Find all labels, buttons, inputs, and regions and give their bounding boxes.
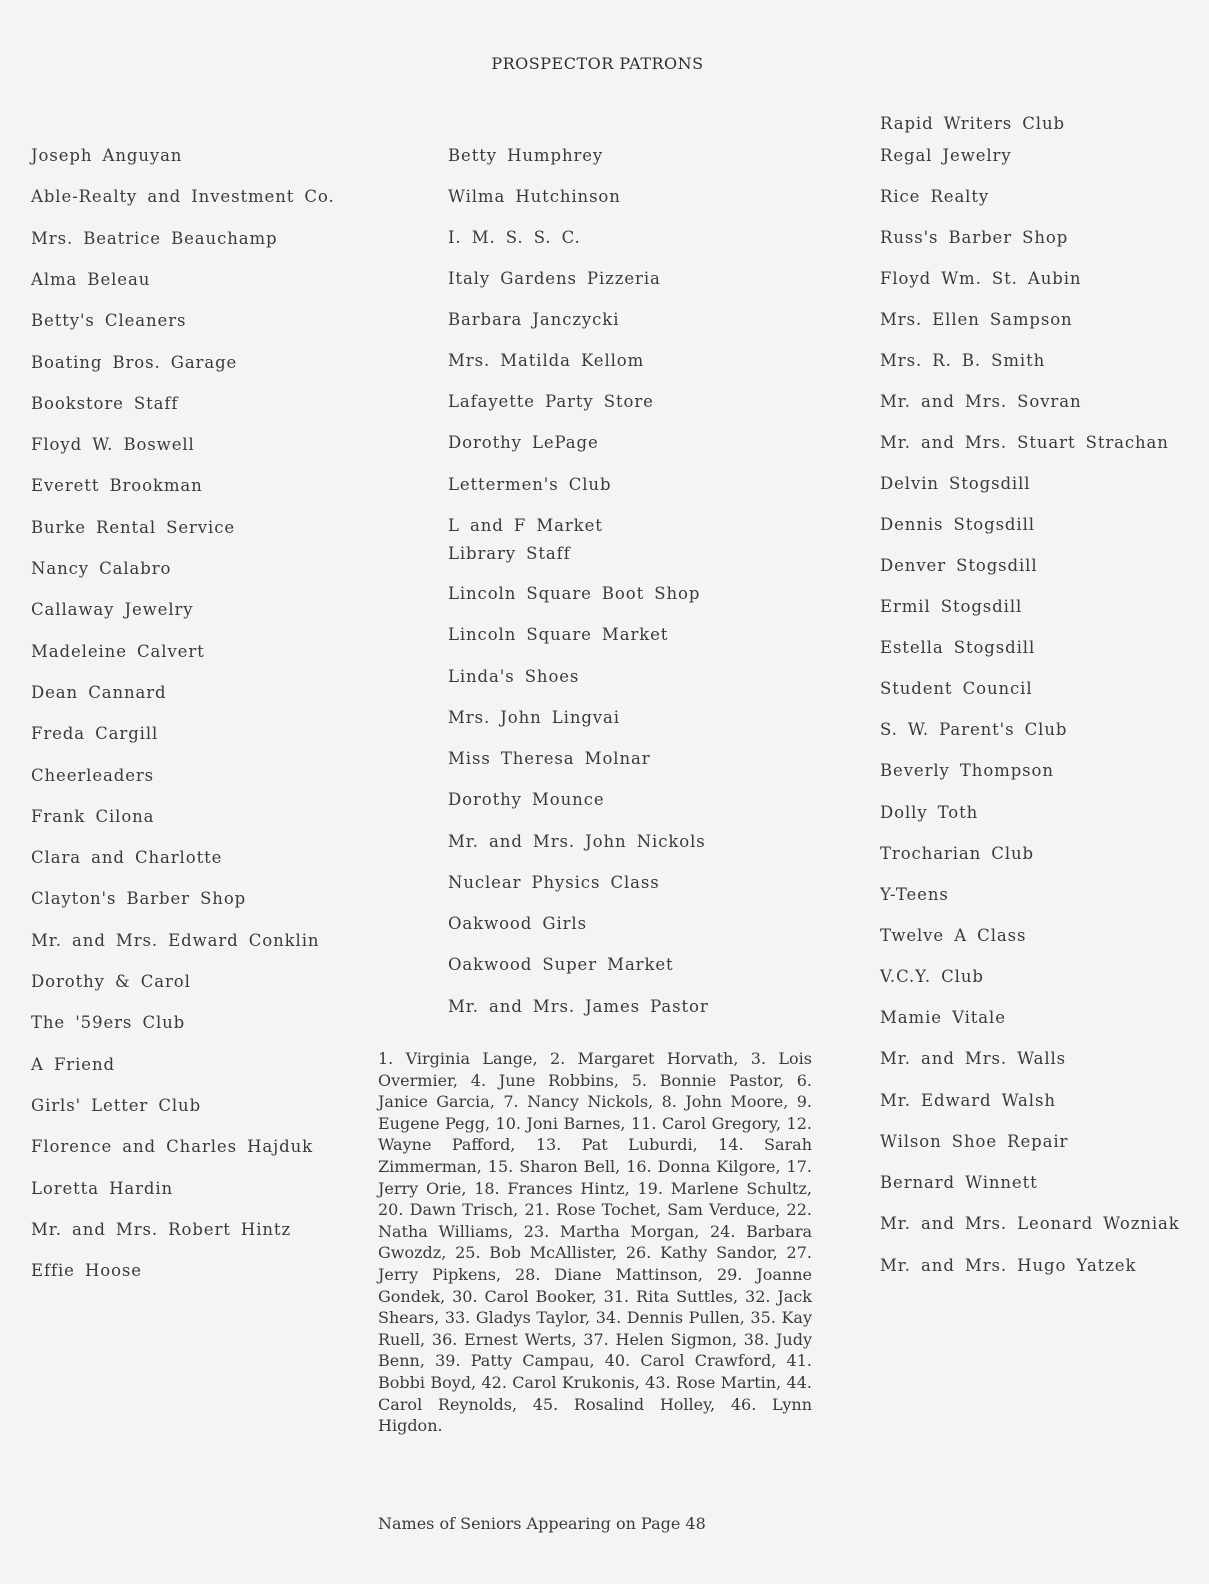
patron-item: Linda's Shoes bbox=[448, 667, 580, 686]
patron-item: Joseph Anguyan bbox=[31, 146, 183, 165]
patron-item: Mr. and Mrs. Robert Hintz bbox=[31, 1219, 292, 1239]
seniors-caption: Names of Seniors Appearing on Page 48 bbox=[378, 1514, 706, 1533]
patron-item: Cheerleaders bbox=[31, 765, 155, 785]
patron-item: Florence and Charles Hajduk bbox=[31, 1137, 314, 1157]
patron-item: Mr. Edward Walsh bbox=[880, 1091, 1056, 1110]
patron-item: Mr. and Mrs. Stuart Strachan bbox=[880, 433, 1169, 452]
patron-item: Mamie Vitale bbox=[880, 1008, 1006, 1027]
patron-item: V.C.Y. Club bbox=[880, 967, 984, 986]
patron-item: Mr. and Mrs. Leonard Wozniak bbox=[880, 1214, 1180, 1233]
patron-item: Everett Brookman bbox=[31, 476, 203, 496]
patron-item: Denver Stogsdill bbox=[880, 556, 1038, 575]
patron-item: Betty Humphrey bbox=[448, 146, 604, 165]
patron-item: Trocharian Club bbox=[880, 844, 1034, 863]
patron-item: Rice Realty bbox=[880, 187, 990, 206]
patron-item: Effie Hoose bbox=[31, 1261, 142, 1281]
patron-item: Mr. and Mrs. James Pastor bbox=[448, 997, 709, 1016]
patron-item: Italy Gardens Pizzeria bbox=[448, 269, 661, 288]
patron-item: Wilson Shoe Repair bbox=[880, 1132, 1069, 1151]
patron-item: Dolly Toth bbox=[880, 803, 979, 822]
patron-item: Wilma Hutchinson bbox=[448, 187, 621, 206]
patron-item: Callaway Jewelry bbox=[31, 600, 194, 620]
patron-item: Alma Beleau bbox=[31, 269, 151, 289]
patron-item: Dorothy Mounce bbox=[448, 790, 605, 809]
patron-item: Frank Cilona bbox=[31, 806, 155, 826]
patron-item: Betty's Cleaners bbox=[31, 311, 187, 331]
patron-item: Girls' Letter Club bbox=[31, 1095, 202, 1115]
patron-item: Regal Jewelry bbox=[880, 146, 1012, 165]
patron-item: Mr. and Mrs. Walls bbox=[880, 1049, 1067, 1068]
patron-item: Mrs. Beatrice Beauchamp bbox=[31, 228, 278, 248]
patron-item: Lafayette Party Store bbox=[448, 392, 654, 411]
patron-item: Mrs. Ellen Sampson bbox=[880, 310, 1073, 329]
patron-item: A Friend bbox=[31, 1054, 115, 1074]
patron-item: Ermil Stogsdill bbox=[880, 597, 1023, 616]
patron-item: Bookstore Staff bbox=[31, 393, 179, 413]
patron-item: Library Staff bbox=[448, 544, 571, 563]
patron-item: Lincoln Square Boot Shop bbox=[448, 584, 701, 603]
patron-item: Mrs. John Lingvai bbox=[448, 708, 620, 727]
patron-item: Mrs. R. B. Smith bbox=[880, 351, 1046, 370]
patron-item: Dennis Stogsdill bbox=[880, 515, 1035, 534]
patron-item: Dorothy LePage bbox=[448, 433, 599, 452]
patron-item: Nancy Calabro bbox=[31, 559, 172, 578]
page-title: PROSPECTOR PATRONS bbox=[491, 54, 704, 73]
patron-item: Floyd W. Boswell bbox=[31, 435, 195, 455]
patron-item: Madeleine Calvert bbox=[31, 641, 205, 661]
patron-item: Barbara Janczycki bbox=[448, 310, 620, 329]
patron-item: Loretta Hardin bbox=[31, 1178, 174, 1198]
patron-item: Clayton's Barber Shop bbox=[31, 889, 247, 909]
patron-item: Student Council bbox=[880, 679, 1033, 698]
patron-item: Oakwood Girls bbox=[448, 914, 587, 933]
patron-item: Dorothy & Carol bbox=[31, 972, 191, 991]
patron-item: Mr. and Mrs. John Nickols bbox=[448, 832, 706, 851]
patron-item: Estella Stogsdill bbox=[880, 638, 1036, 657]
patron-item: Boating Bros. Garage bbox=[31, 352, 238, 372]
patron-item: Freda Cargill bbox=[31, 724, 159, 744]
patron-item: Clara and Charlotte bbox=[31, 848, 223, 868]
patron-item: Delvin Stogsdill bbox=[880, 474, 1031, 493]
patron-item: Lettermen's Club bbox=[448, 475, 612, 494]
patron-item: Twelve A Class bbox=[880, 926, 1027, 945]
patron-item: I. M. S. S. C. bbox=[448, 228, 581, 247]
patron-item: Bernard Winnett bbox=[880, 1173, 1038, 1192]
patron-item: The '59ers Club bbox=[31, 1013, 186, 1033]
patron-item: Mrs. Matilda Kellom bbox=[448, 351, 645, 370]
patron-item: L and F Market bbox=[448, 516, 603, 535]
seniors-list: 1. Virginia Lange, 2. Margaret Horvath, 3. Lois Overmier, 4. June Robbins, 5. Bonnie Pastor, 6. Janice Garcia, 7. Nancy Nickols, 8. John Moore, 9. Eugene Pegg, 10. Joni Barnes, 11. Carol Gregory, 12. Wayne Pafford, 13. Pat Luburdi, 14. Sarah Zimmerman, 15. Sharon Bell, 16. Donna Kilgore, 17. Jerry Orie, 18. Frances Hintz, 19. Marlene Schultz, 20. Dawn Trisch, 21. Rose Tochet, Sam Verduce, 22. Natha Williams, 23. Martha Morgan, 24. Barbara Gwozdz, 25. Bob McAllister, 26. Kathy Sandor, 27. Jerry Pipkens, 28. Diane Mattinson, 29. Joanne Gondek, 30. Carol Booker, 31. Rita Suttles, 32. Jack Shears, 33. Gladys Taylor, 34. Dennis Pullen, 35. Kay Ruell, 36. Ernest Werts, 37. Helen Sigmon, 38. Judy Benn, 39. Patty Campau, 40. Carol Crawford, 41. Bobbi Boyd, 42. Carol Krukonis, 43. Rose Martin, 44. Carol Reynolds, 45. Rosalind Holley, 46. Lynn Higdon. bbox=[378, 1049, 812, 1436]
patron-item: Rapid Writers Club bbox=[880, 114, 1065, 133]
patron-item: Miss Theresa Molnar bbox=[448, 749, 651, 768]
patron-item: Oakwood Super Market bbox=[448, 955, 674, 974]
patron-item: Lincoln Square Market bbox=[448, 625, 669, 644]
patron-item: S. W. Parent's Club bbox=[880, 720, 1068, 739]
patron-item: Floyd Wm. St. Aubin bbox=[880, 269, 1082, 288]
patron-item: Able-Realty and Investment Co. bbox=[31, 187, 335, 207]
patron-item: Dean Cannard bbox=[31, 682, 167, 702]
patron-item: Mr. and Mrs. Hugo Yatzek bbox=[880, 1256, 1137, 1275]
patron-item: Burke Rental Service bbox=[31, 517, 236, 537]
patron-item: Mr. and Mrs. Sovran bbox=[880, 392, 1082, 411]
patron-item: Nuclear Physics Class bbox=[448, 873, 660, 892]
patron-item: Russ's Barber Shop bbox=[880, 228, 1069, 247]
patron-item: Y-Teens bbox=[880, 885, 949, 904]
patron-item: Beverly Thompson bbox=[880, 761, 1054, 780]
patron-item: Mr. and Mrs. Edward Conklin bbox=[31, 930, 320, 950]
